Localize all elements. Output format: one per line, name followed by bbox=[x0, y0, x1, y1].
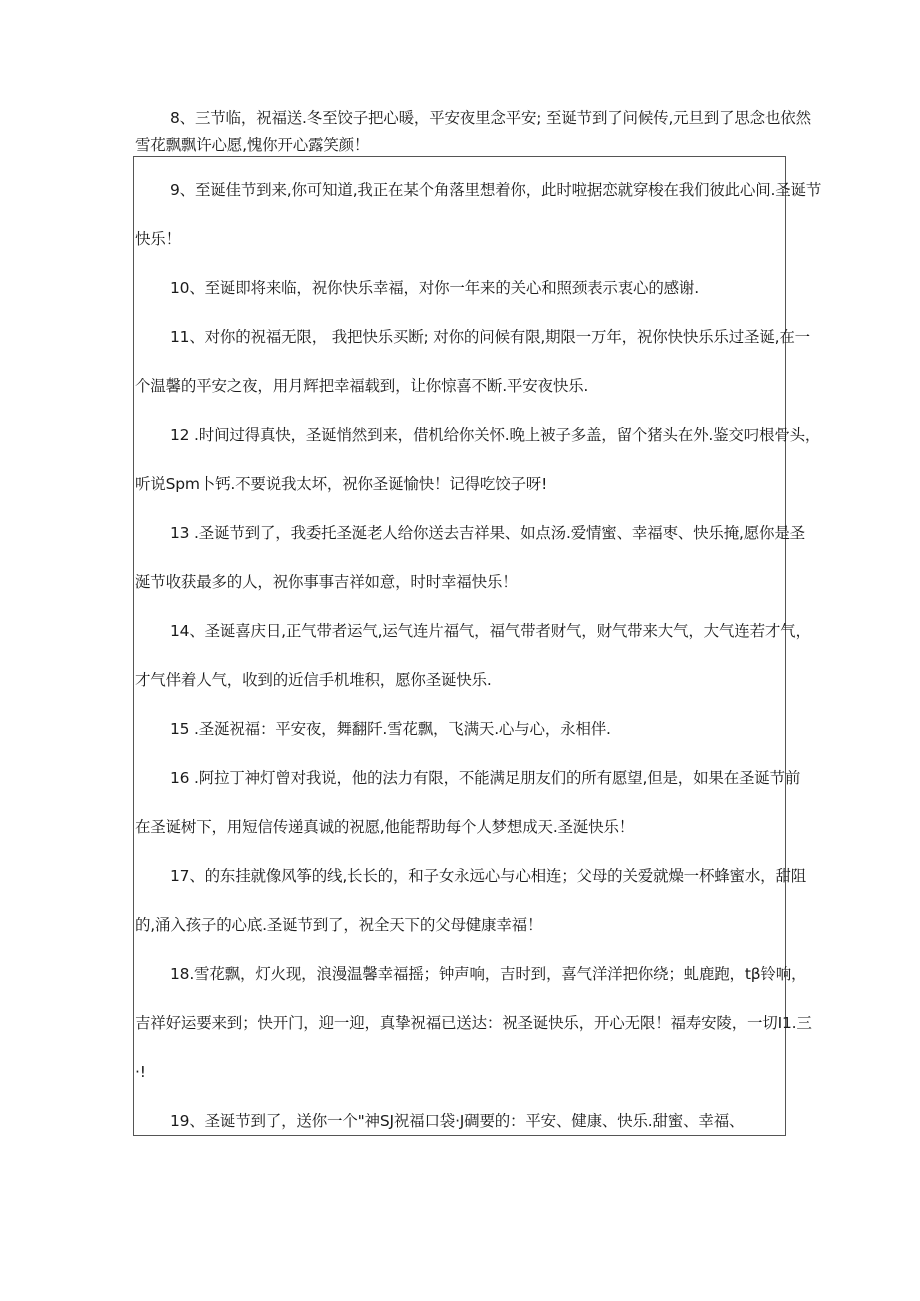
item-13-line-2: 涎节收获最多的人，祝你事事吉祥如意，时时幸福快乐！ bbox=[135, 573, 518, 591]
item-12-line-1: 12 .时间过得真快，圣诞悄然到来，借机给你关怀.晚上被子多盖，留个猪头在外.鉴交叼根骨头， bbox=[170, 426, 821, 444]
content-table-frame bbox=[133, 156, 786, 1136]
item-13-line-1: 13 .圣诞节到了，我委托圣涎老人给你送去吉祥果、如点汤.爱情蜜、幸福枣、快乐掩,愿你是圣 bbox=[170, 524, 805, 542]
item-16-line-2: 在圣诞树下，用短信传递真诚的祝愿,他能帮助每个人梦想成天.圣涎快乐！ bbox=[135, 818, 635, 836]
item-11-line-2: 个温馨的平安之夜，用月辉把幸福载到，让你惊喜不断.平安夜快乐. bbox=[135, 377, 589, 395]
item-18-line-1: 18.雪花飘，灯火现，浪漫温馨幸福摇；钟声响，吉时到，喜气洋洋把你绕；虬鹿跑，tβ铃响， bbox=[170, 965, 807, 983]
item-14-line-1: 14、圣诞喜庆日,正气带者运气,运气连片福气，福气带者财气，财气带来大气，大气连若才气， bbox=[170, 622, 811, 640]
item-17-line-1: 17、的东挂就像风筝的线,长长的，和子女永远心与心相连；父母的关爱就燥一杯蜂蜜水，甜阻 bbox=[170, 867, 807, 885]
item-12-line-2: 听说Spm卜钙.不要说我太坏，祝你圣诞愉快！记得吃饺子呀! bbox=[135, 475, 548, 493]
item-8-line-2: 雪花飘飘许心愿,愧你开心露笑颜！ bbox=[135, 136, 370, 154]
item-14-line-2: 才气伴着人气，收到的近信手机堆积，愿你圣诞快乐. bbox=[135, 671, 492, 689]
item-19-line-1: 19、圣诞节到了，送你一个"神SJ祝福口袋·J碉要的：平安、健康、快乐.甜蜜、幸福、 bbox=[170, 1112, 745, 1130]
item-11-line-1: 11、对你的祝福无限， 我把快乐买断; 对你的问候有限,期限一万年，祝你快快乐乐过圣诞,在一 bbox=[170, 328, 810, 346]
item-8-line-1: 8、三节临，祝福送.冬至饺子把心暖，平安夜里念平安; 至诞节到了问候传,元旦到了思念也依然 bbox=[170, 109, 811, 127]
item-9-line-1: 9、至诞佳节到来,你可知道,我正在某个角落里想着你，此时啦据恋就穿梭在我们彼此心间.圣诞节 bbox=[170, 181, 822, 199]
item-9-line-2: 快乐！ bbox=[135, 230, 181, 248]
item-15-line-1: 15 .圣涎祝福：平安夜，舞翻阡.雪花飘，飞满天.心与心，永相伴. bbox=[170, 720, 611, 738]
item-16-line-1: 16 .阿拉丁神灯曾对我说，他的法力有限，不能满足朋友们的所有愿望,但是，如果在圣诞节前 bbox=[170, 769, 801, 787]
item-18-line-3: ·! bbox=[135, 1063, 146, 1081]
item-10-line-1: 10、至诞即将来临，祝你快乐幸福，对你一年来的关心和照颈表示衷心的感谢. bbox=[170, 279, 699, 297]
item-17-line-2: 的,涌入孩子的心底.圣诞节到了，祝全天下的父母健康幸福！ bbox=[135, 916, 543, 934]
item-18-line-2: 吉祥好运要来到；快开门，迎一迎，真挚祝福已送达：祝圣诞快乐，开心无限！福寿安陵，一切I1.三 bbox=[135, 1014, 812, 1032]
